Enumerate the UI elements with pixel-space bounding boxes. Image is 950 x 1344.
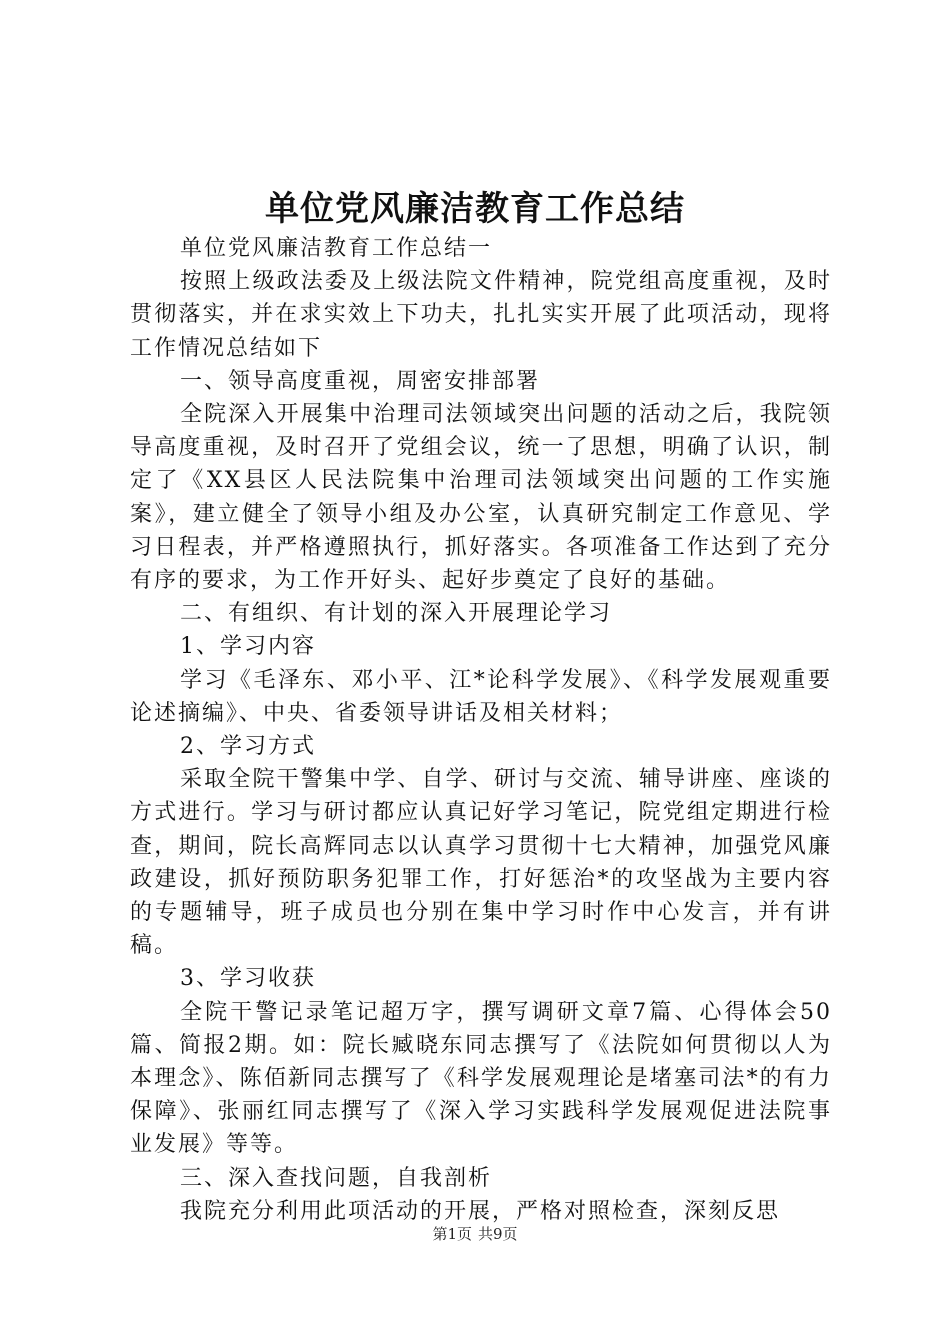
document-title: 单位党风廉洁教育工作总结 bbox=[265, 189, 685, 229]
paragraph: 单位党风廉洁教育工作总结一 bbox=[180, 236, 493, 261]
paragraph: 我院充分利用此项活动的开展，严格对照检查，深刻反思 bbox=[180, 1198, 781, 1224]
page-number: 第1页 bbox=[432, 1225, 472, 1243]
section-heading: 一、领导高度重视，周密安排部署 bbox=[180, 368, 541, 394]
section-heading: 二、有组织、有计划的深入开展理论学习 bbox=[180, 601, 613, 627]
paragraph: 全院干警记录笔记超万字，撰写调研文章7篇、心得体会50篇、简报2期。如：院长臧晓东同志撰写了《法院如何贯彻以人为本理念》、陈佰新同志撰写了《科学发展观理论是堵塞司法*的有力保障》、张丽红同志撰写了《深入学习实践科学发展观促进法院事业发展》等等。 bbox=[130, 999, 832, 1158]
paragraph: 采取全院干警集中学、自学、研讨与交流、辅导讲座、座谈的方式进行。学习与研讨都应认真记好学习笔记，院党组定期进行检查，期间，院长高辉同志以认真学习贯彻十七大精神，加强党风廉政建设，抓好预防职务犯罪工作，打好惩治*的攻坚战为主要内容的专题辅导，班子成员也分别在集中学习时作中心发言，并有讲稿。 bbox=[130, 767, 832, 959]
subsection-heading: 2、学习方式 bbox=[180, 734, 316, 760]
page-total: 共9页 bbox=[478, 1225, 518, 1243]
subsection-heading: 1、学习内容 bbox=[180, 634, 316, 660]
paragraph: 按照上级政法委及上级法院文件精神，院党组高度重视，及时贯彻落实，并在求实效上下功夫，扎扎实实开展了此项活动，现将工作情况总结如下 bbox=[130, 269, 832, 361]
subsection-heading: 3、学习收获 bbox=[180, 966, 316, 992]
page-footer bbox=[0, 1224, 950, 1244]
document-body bbox=[130, 232, 832, 1228]
paragraph: 全院深入开展集中治理司法领域突出问题的活动之后，我院领导高度重视，及时召开了党组会议，统一了思想，明确了认识，制定了《XX县区人民法院集中治理司法领域突出问题的工作实施案》，建立健全了领导小组及办公室，认真研究制定工作意见、学习日程表，并严格遵照执行，抓好落实。各项准备工作达到了充分有序的要求，为工作开好头、起好步奠定了良好的基础。 bbox=[130, 402, 832, 594]
section-heading: 三、深入查找问题，自我剖析 bbox=[180, 1165, 493, 1191]
paragraph: 学习《毛泽东、邓小平、江*论科学发展》、《科学发展观重要论述摘编》、中央、省委领导讲话及相关材料； bbox=[130, 667, 832, 726]
